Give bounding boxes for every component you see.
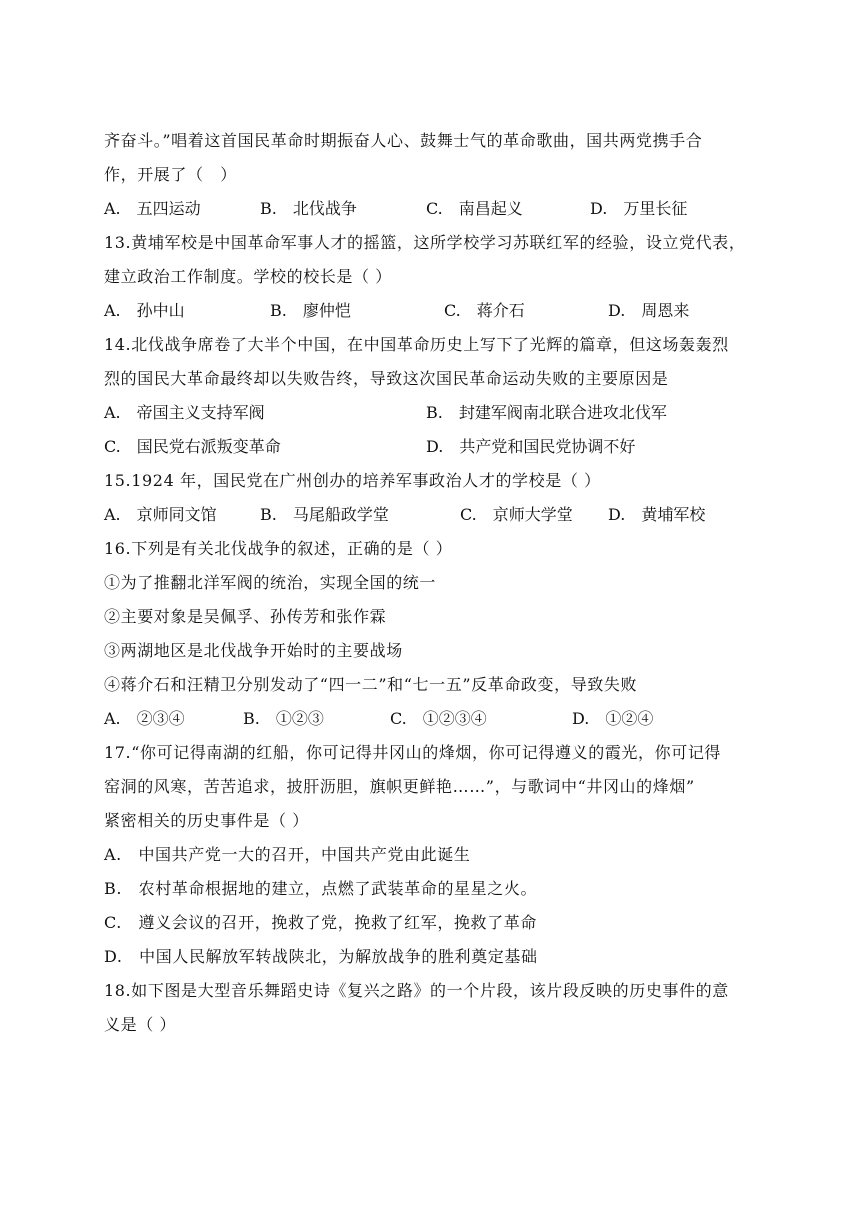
q17-option-c: C. 遵义会议的召开，挽救了党，挽救了红军，挽救了革命 <box>104 913 537 932</box>
q13-stem-line-1: 13.黄埔军校是中国革命军事人才的摇篮，这所学校学习苏联红军的经验，设立党代表， <box>104 233 746 252</box>
q14-option-a: A. 帝国主义支持军阀 <box>104 403 265 422</box>
q15-option-b: B. 马尾船政学堂 <box>260 505 389 524</box>
q16-option-c: C. ①②③④ <box>390 709 487 728</box>
q12-option-b: B. 北伐战争 <box>260 199 357 218</box>
q13-option-b: B. 廖仲恺 <box>270 301 351 320</box>
q16-option-b: B. ①②③ <box>243 709 324 728</box>
q14-option-b: B. 封建军阀南北联合进攻北伐军 <box>426 403 667 422</box>
q16-option-a: A. ②③④ <box>104 709 185 728</box>
q16-item-3: ③两湖地区是北伐战争开始时的主要战场 <box>104 641 403 660</box>
q18-stem-line-1: 18.如下图是大型音乐舞蹈史诗《复兴之路》的一个片段，该片段反映的历史事件的意 <box>104 981 729 1000</box>
q14-stem-line-2: 烈的国民大革命最终却以失败告终，导致这次国民革命运动失败的主要原因是 <box>104 369 669 388</box>
q17-option-a: A. 中国共产党一大的召开，中国共产党由此诞生 <box>104 845 471 864</box>
q15-option-d: D. 黄埔军校 <box>608 505 706 524</box>
q15-option-a: A. 京师同文馆 <box>104 505 217 524</box>
q13-option-c: C. 蒋介石 <box>444 301 525 320</box>
q16-item-4: ④蒋介石和汪精卫分别发动了“四一二”和“七一五”反革命政变，导致失败 <box>104 675 638 694</box>
q13-stem-line-2: 建立政治工作制度。学校的校长是（ ） <box>104 267 392 286</box>
q15-stem: 15.1924 年，国民党在广州创办的培养军事政治人才的学校是（ ） <box>104 471 601 490</box>
q12-stem-line-1: 齐奋斗。”唱着这首国民革命时期振奋人心、鼓舞士气的革命歌曲，国共两党携手合 <box>104 131 703 150</box>
q16-stem: 16.下列是有关北伐战争的叙述，正确的是（ ） <box>104 539 453 558</box>
q14-stem-line-1: 14.北伐战争席卷了大半个中国，在中国革命历史上写下了光辉的篇章，但这场轰轰烈 <box>104 335 729 354</box>
q12-option-d: D. 万里长征 <box>590 199 688 218</box>
q12-option-a: A. 五四运动 <box>104 199 201 218</box>
q16-item-2: ②主要对象是吴佩孚、孙传芳和张作霖 <box>104 607 387 626</box>
q13-option-d: D. 周恩来 <box>608 301 690 320</box>
q15-option-c: C. 京师大学堂 <box>460 505 573 524</box>
q16-item-1: ①为了推翻北洋军阀的统治，实现全国的统一 <box>104 573 437 592</box>
q14-option-c: C. 国民党右派叛变革命 <box>104 437 281 456</box>
q17-option-d: D. 中国人民解放军转战陕北，为解放战争的胜利奠定基础 <box>104 947 538 966</box>
q17-stem-line-2: 窑洞的风寒，苦苦追求，披肝沥胆，旗帜更鲜艳……”，与歌词中“井冈山的烽烟” <box>104 777 695 796</box>
q13-option-a: A. 孙中山 <box>104 301 185 320</box>
q12-stem-line-2: 作，开展了（ ） <box>104 165 237 184</box>
q14-option-d: D. 共产党和国民党协调不好 <box>426 437 636 456</box>
q16-option-d: D. ①②④ <box>572 709 654 728</box>
q17-option-b: B. 农村革命根据地的建立，点燃了武装革命的星星之火。 <box>104 879 538 898</box>
q17-stem-line-1: 17.“你可记得南湖的红船，你可记得井冈山的烽烟，你可记得遵义的霞光，你可记得 <box>104 743 722 762</box>
q12-option-c: C. 南昌起义 <box>426 199 523 218</box>
q18-stem-line-2: 义是（ ） <box>104 1015 177 1034</box>
q17-stem-line-3: 紧密相关的历史事件是（ ） <box>104 811 309 830</box>
